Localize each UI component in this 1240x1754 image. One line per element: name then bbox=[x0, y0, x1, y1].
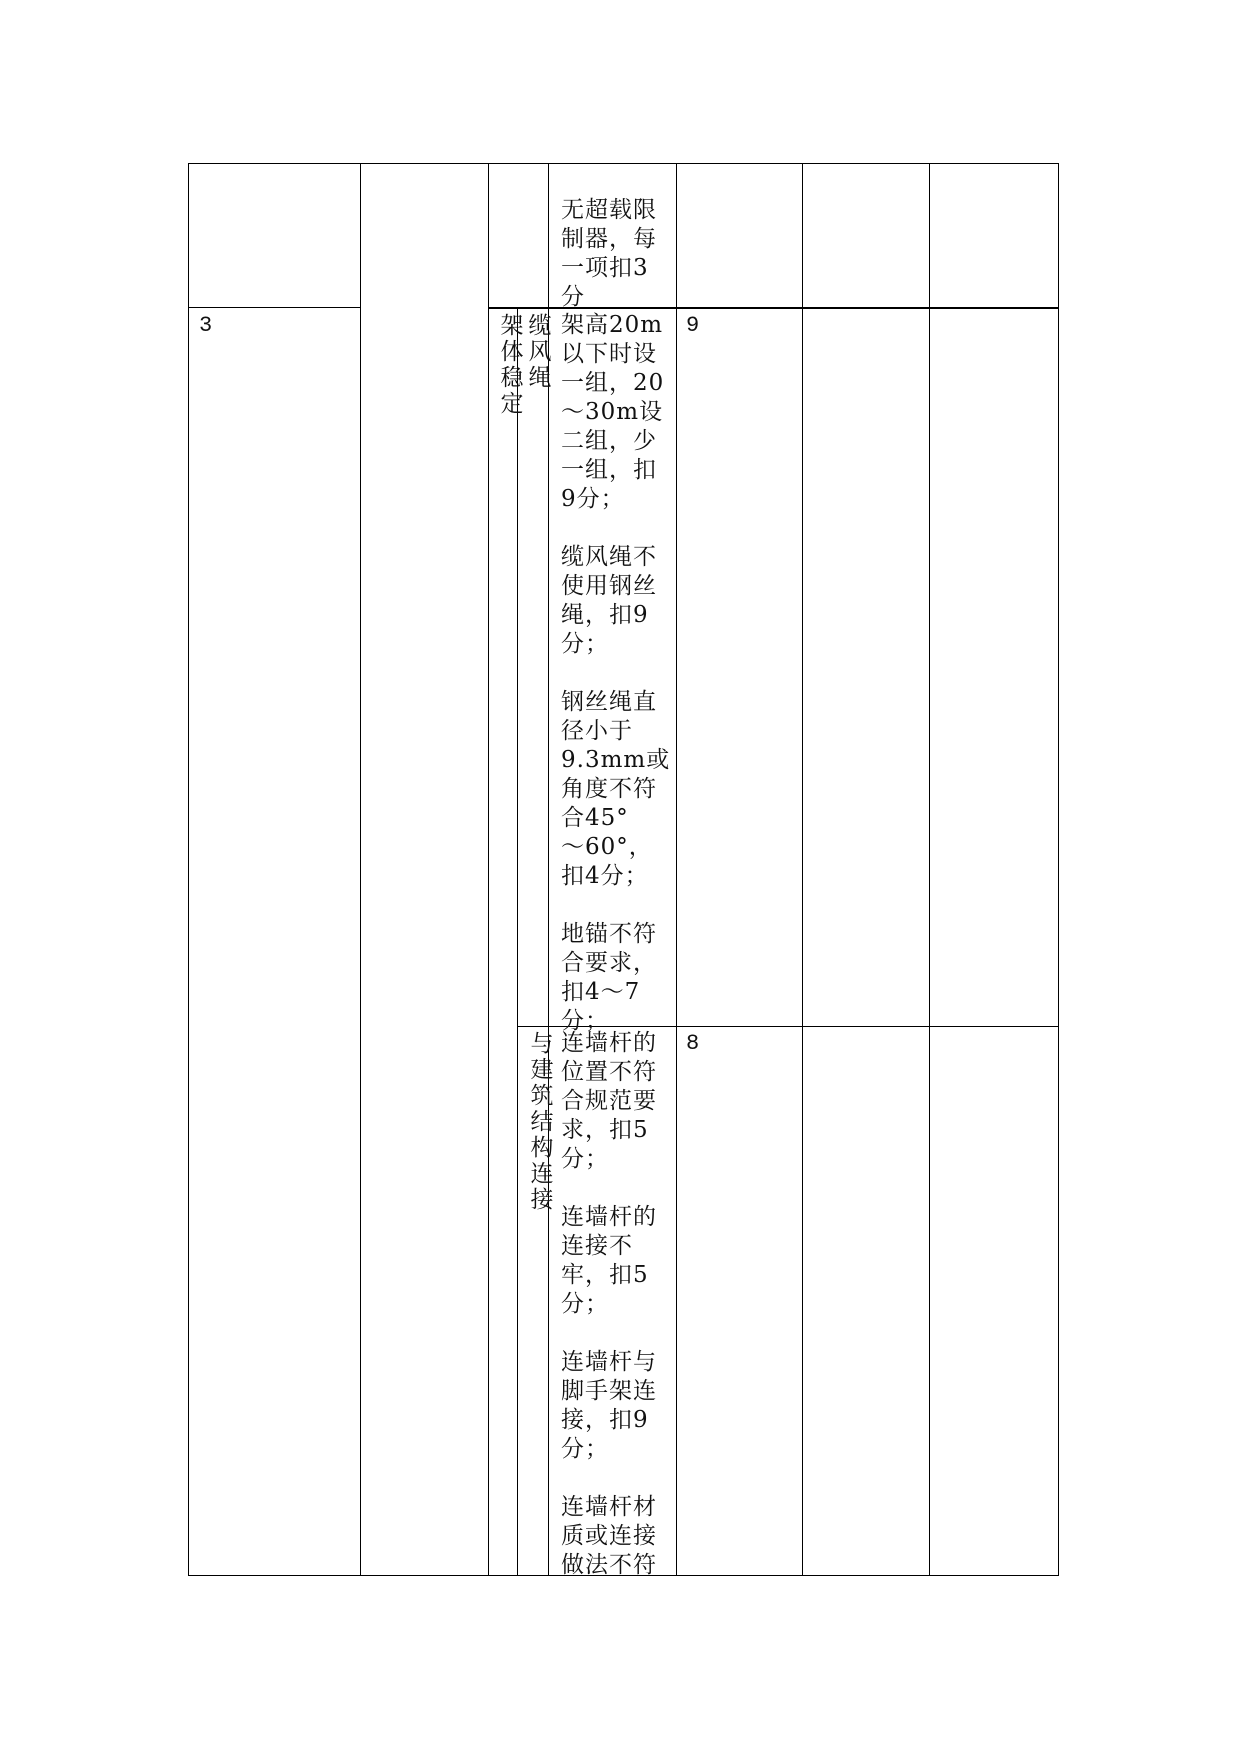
table-col-line-1 bbox=[360, 163, 361, 1576]
row-divider-a bbox=[188, 307, 360, 308]
table-border-top bbox=[188, 163, 1059, 164]
points-guy-rope: 9 bbox=[686, 313, 701, 338]
table-col-line-6 bbox=[929, 163, 930, 1576]
row-number: 3 bbox=[199, 313, 214, 338]
table-col-line-4 bbox=[676, 163, 677, 1576]
criteria-building-connection: 连墙杆的 位置不符 合规范要 求，扣5 分； 连墙杆的 连接不 牢，扣5 分； 连墙杆与 脚手架连 接，扣9 分； 连墙杆材 质或连接 做法不符 bbox=[561, 1030, 657, 1578]
table-border-left bbox=[188, 163, 189, 1576]
table-col-line-5 bbox=[802, 163, 803, 1576]
criteria-guy-rope: 架高20m 以下时设 一组，20 ～30m设 二组，少 一组，扣 9分； 缆风绳不 使用钢丝 绳，扣9 分； 钢丝绳直 径小于 9.3mm或 角度不符 合45° ～60°， 扣4分； 地锚不符 合要求， 扣4～7 分； bbox=[561, 312, 671, 1034]
item-name-frame-stability: 架体稳定 bbox=[500, 313, 524, 417]
table-border-right bbox=[1058, 163, 1059, 1576]
table-col-line-2 bbox=[488, 163, 489, 1576]
subitem-building-connection: 与建筑结构连接 bbox=[530, 1031, 554, 1213]
criterion-overload-limiter: 无超载限 制器，每 一项扣3 分 bbox=[561, 197, 657, 310]
points-building-connection: 8 bbox=[686, 1031, 701, 1056]
table-subcol-line bbox=[517, 308, 518, 1576]
subitem-guy-rope: 缆风绳 bbox=[528, 313, 552, 391]
